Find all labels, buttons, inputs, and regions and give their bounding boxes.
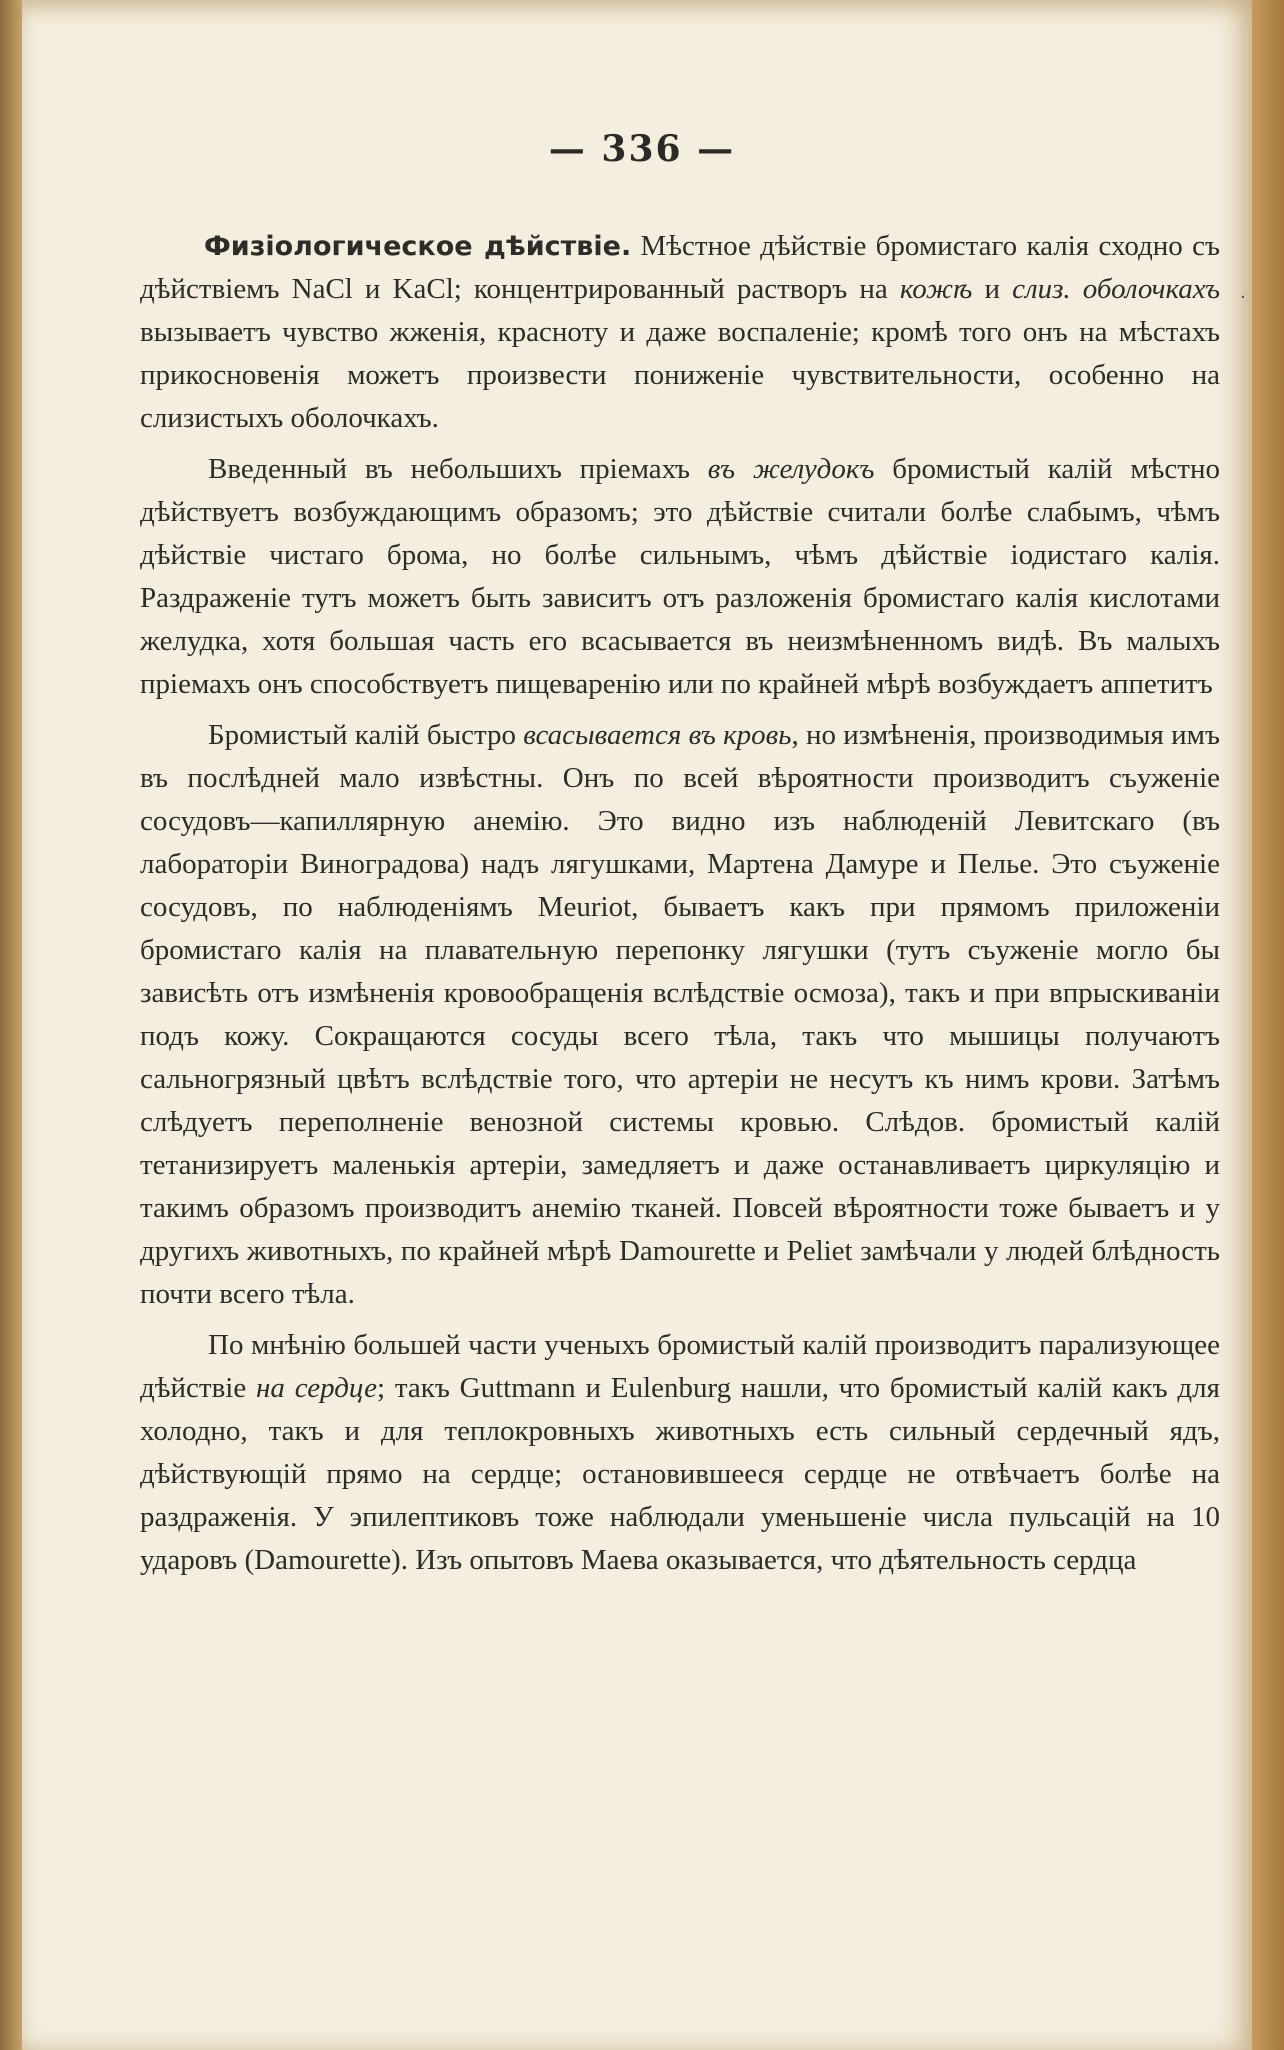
text-run: и: [972, 273, 1013, 305]
text-run: Бромистый калій быстро: [208, 719, 524, 751]
italic-run: на сердце: [256, 1372, 377, 1404]
text-run: вызываетъ чувство жженія, красноту и даже воспаленіе; кромѣ того онъ на мѣстахъ прикосновенія можетъ произвести пониженіе чувствительности, особенно на слизистыхъ оболочкахъ.: [140, 316, 1220, 434]
page-left-shadow: [0, 0, 22, 2050]
paragraph-stomach: [140, 448, 1220, 706]
text-run: ; такъ Guttmann и Eulenburg нашли, что бромистый калій какъ для холодно, такъ и для теплокровныхъ животныхъ есть сильный сердечный ядъ, дѣйствующій прямо на сердце; остановившееся сердце не отвѣчаетъ болѣе на раздраженія. У эпилептиковъ тоже наблюдали уменьшеніе числа пульсацій на 10 ударовъ (Damourette). Изъ опытовъ Маева оказывается, что дѣятельность сердца: [140, 1372, 1220, 1576]
italic-run: въ желудокъ: [707, 453, 875, 485]
body-text: [140, 225, 1220, 1590]
text-run: Мѣстное дѣйствіе бромистаго калія сходно съ дѣйствіемъ NaCl и KaCl; концентрированный растворъ на: [140, 230, 1220, 305]
paragraph-blood: [140, 714, 1220, 1316]
text-run: , но измѣненія, производимыя имъ въ послѣдней мало извѣстны. Онъ по всей вѣроятности производитъ съуженіе сосудовъ—капиллярную анемію. Это видно изъ наблюденій Левитскаго (въ лабораторіи Виноградова) надъ лягушками, Мартена Дамуре и Пелье. Это съуженіе сосудовъ, по наблюденіямъ Meuriot, бываетъ какъ при прямомъ приложеніи бромистаго калія на плавательную перепонку лягушки (тутъ съуженіе могло бы зависѣть отъ измѣненія кровообращенія вслѣдствіе осмоза), такъ и при впрыскиваніи подъ кожу. Сокращаются сосуды всего тѣла, такъ что мышицы получаютъ сальногрязный цвѣтъ вслѣдствіе того, что артеріи не несутъ къ нимъ крови. Затѣмъ слѣдуетъ переполненіе венозной системы кровью. Слѣдов. бромистый калій тетанизируетъ маленькія артеріи, замедляетъ и даже останавливаетъ циркуляцію и такимъ образомъ производитъ анемію тканей. Повсей вѣроятности тоже бываетъ и у другихъ животныхъ, по крайней мѣрѣ Damourette и Peliet замѣчали у людей блѣдность почти всего тѣла.: [140, 719, 1221, 1310]
paragraph-physiological-action: [140, 225, 1220, 440]
page-number: — 336 —: [548, 128, 736, 170]
italic-run: слиз. оболочкахъ: [1012, 273, 1220, 305]
section-heading: Физіологическое дѣйствіе.: [204, 231, 632, 262]
paragraph-heart: [140, 1324, 1220, 1582]
text-run: По мнѣнію большей части ученыхъ бромистый калій производитъ парализующее дѣйствіе: [140, 1329, 1220, 1404]
page-right-edge: [1252, 0, 1284, 2050]
margin-mark: ·: [1240, 287, 1246, 308]
text-run: бромистый калій мѣстно дѣйствуетъ возбуждающимъ образомъ; это дѣйствіе считали болѣе слабымъ, чѣмъ дѣйствіе чистаго брома, но болѣе сильнымъ, чѣмъ дѣйствіе іодистаго калія. Раздраженіе тутъ можетъ быть зависитъ отъ разложенія бромистаго калія кислотами желудка, хотя большая часть его всасывается въ неизмѣненномъ видѣ. Въ малыхъ пріемахъ онъ способствуетъ пищеваренію или по крайней мѣрѣ возбуждаетъ аппетитъ: [140, 453, 1220, 700]
italic-run: всасывается въ кровь: [523, 719, 792, 751]
text-run: Введенный въ небольшихъ пріемахъ: [208, 453, 708, 485]
italic-run: кожѣ: [899, 273, 973, 305]
